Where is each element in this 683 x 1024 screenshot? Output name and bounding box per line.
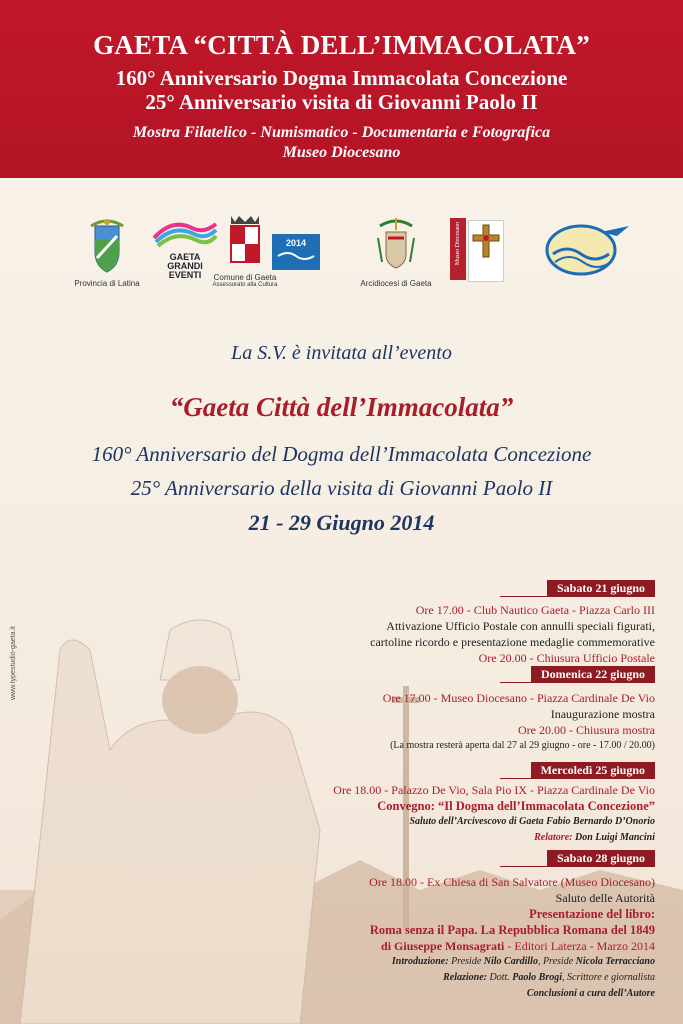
invitation-dates: 21 - 29 Giugno 2014 [248,510,435,535]
arcidiocesi-crest-icon [374,218,418,274]
day3-line-2: Convegno: “Il Dogma dell’Immacolata Concezione” [377,799,655,813]
day2-details [383,690,655,754]
day4-details [369,874,655,1002]
introduzione-text: Preside [448,956,484,967]
gaeta-eventi-text: GAETA GRANDI EVENTI [167,252,203,280]
logo-blue-flag [272,234,320,270]
day4-line-8: Conclusioni a cura dell’Autore [526,988,655,999]
blue-flag-year: 2014 [285,238,307,248]
invitation-title: “Gaeta Città dell’Immacolata” [169,392,514,422]
arcidiocesi-caption: Arcidiocesi di Gaeta [360,279,432,288]
provincia-crest-icon [87,218,127,274]
typestudio-credit: www.typestudio-gaeta.it [10,626,17,700]
relatore-name: Don Luigi Mancini [574,832,655,843]
day4-line-6 [369,954,655,970]
day1-header: Sabato 21 giugno [547,580,655,597]
gaeta-eventi-wave-icon [152,218,218,248]
blue-flag-wave-icon [276,248,316,262]
day2-line-3: Ore 20.00 - Chiusura mostra [518,723,655,737]
logo-gaeta-badge [538,220,634,283]
gaeta-emblem-icon [541,220,631,278]
header-banner [0,0,683,178]
comune-caption: Comune di Gaeta [213,273,277,282]
logo-provincia [62,218,152,288]
logo-museo-cross [468,220,504,282]
introduzione-text-2: , Preside [537,956,576,967]
logo-comune [210,212,280,288]
invitation-line-2: 25° Anniversario della visita di Giovanni Paolo II [130,476,553,500]
header-line-1: 160° Anniversario Dogma Immacolata Concezione [115,66,568,90]
day1-line-2: Attivazione Ufficio Postale con annulli speciali figurati, [386,619,655,633]
ornate-cross-icon [471,221,501,261]
introduzione-name-2: Nicola Terracciano [575,956,655,967]
day4-line-2: Saluto delle Autorità [555,891,655,905]
day3-line-4 [333,830,655,846]
relazione-name: Paolo Brogi [512,972,563,983]
day4-header: Sabato 28 giugno [547,850,655,867]
day4-line-4: Roma senza il Papa. La Repubblica Romana del 1849 [369,923,655,937]
day1-line-4: Ore 20.00 - Chiusura Ufficio Postale [478,651,655,665]
day4-line-1: Ore 18.00 - Ex Chiesa di San Salvatore (Museo Diocesano) [369,875,655,889]
header-line-2: 25° Anniversario visita di Giovanni Paolo II [145,90,538,114]
header-line-3: Mostra Filatelico - Numismatico - Documentaria e Fotografica [132,124,551,141]
day2-line-1: Ore 17.00 - Museo Diocesano - Piazza Cardinale De Vio [382,691,655,705]
day3-line-1: Ore 18.00 - Palazzo De Vio, Sala Pio IX - Piazza Cardinale De Vio [333,783,655,797]
day2-line-4: (La mostra resterà aperta dal 27 al 29 giugno - ore - 17.00 / 20.00) [390,740,655,751]
day1-line-1: Ore 17.00 - Club Nautico Gaeta - Piazza Carlo III [415,603,655,617]
book-publisher: - Editori Laterza - Marzo 2014 [504,939,655,953]
day2-line-2: Inaugurazione mostra [550,707,655,721]
day4-line-3: Presentazione del libro: [529,907,655,921]
provincia-caption: Provincia di Latina [74,279,140,288]
logo-arcidiocesi [356,218,436,288]
day1-details [370,602,655,666]
day2-header: Domenica 22 giugno [531,666,655,683]
relazione-text-2: , Scrittore e giornalista [562,972,655,983]
day3-line-3: Saluto dell’Arcivescovo di Gaeta Fabio Bernardo D’Onorio [409,816,655,827]
header-line-4: Museo Diocesano [282,144,401,161]
invitation-line-1: 160° Anniversario del Dogma dell’Immacolata Concezione [91,442,592,466]
header-title: GAETA “CITTÀ DELL’IMMACOLATA” [93,30,590,60]
day3-details [333,782,655,846]
comune-subcaption: Assessorato alla Cultura [212,282,278,288]
relazione-label: Relazione: [443,972,488,983]
museo-vertical-text: Museo Diocesano [455,222,461,266]
comune-crest-icon [225,212,265,268]
day1-line-3: cartoline ricordo e presentazione medaglie commemorative [370,635,655,649]
relazione-text: Dott. [487,972,513,983]
logo-museo-vertical [450,218,466,280]
introduzione-label: Introduzione: [391,956,449,967]
day4-line-7 [369,970,655,986]
day4-line-5 [369,938,655,954]
relatore-label: Relatore: [534,832,573,843]
introduzione-name-1: Nilo Cardillo [483,956,538,967]
day3-header: Mercoledì 25 giugno [531,762,655,779]
book-author: di Giuseppe Monsagrati [381,939,505,953]
invitation-intro: La S.V. è invitata all’evento [231,342,452,364]
